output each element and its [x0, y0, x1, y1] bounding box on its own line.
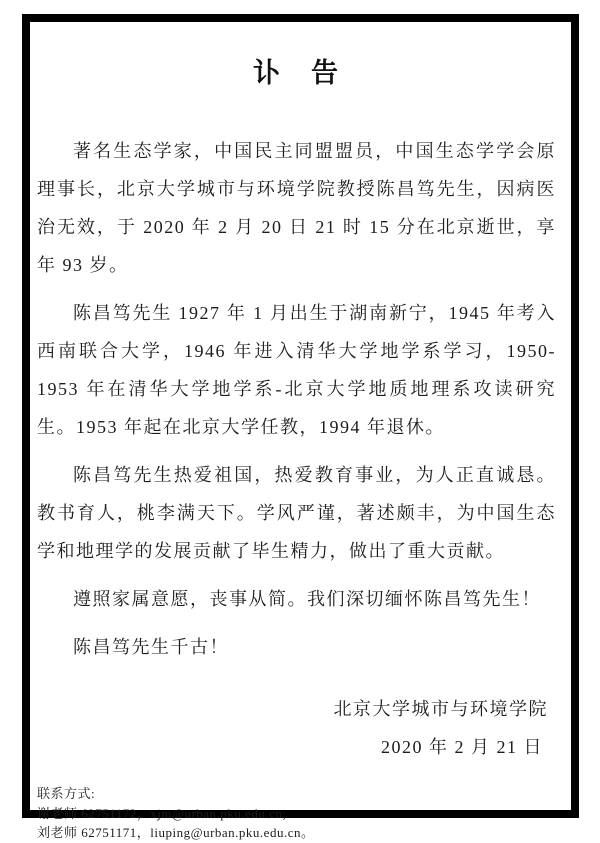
signature-date: 2020 年 2 月 21 日 — [381, 737, 543, 757]
signature-block — [37, 690, 556, 766]
contact-block — [37, 784, 556, 843]
paragraph-death-announcement: 著名生态学家，中国民主同盟盟员，中国生态学学会原理事长，北京大学城市与环境学院教授陈昌笃先生，因病医治无效，于 2020 年 2 月 20 日 21 时 15 分在北京逝世，享年 93 岁。 — [37, 141, 556, 275]
contact-line-liu: 刘老师 62751171，liuping@urban.pku.edu.cn。 — [37, 825, 315, 840]
paragraph-funeral-arrangement: 遵照家属意愿，丧事从简。我们深切缅怀陈昌笃先生！ — [73, 589, 541, 609]
signature-organization: 北京大学城市与环境学院 — [333, 699, 548, 719]
paragraph-biography: 陈昌笃先生 1927 年 1 月出生于湖南新宁，1945 年考入西南联合大学，1946 年进入清华大学地学系学习，1950-1953 年在清华大学地学系-北京大学地质地理系攻读研究生。1953 年起在北京大学任教，1994 年退休。 — [37, 303, 556, 437]
paragraph-tribute: 陈昌笃先生热爱祖国，热爱教育事业，为人正直诚恳。教书育人，桃李满天下。学风严谨，著述颇丰，为中国生态学和地理学的发展贡献了毕生精力，做出了重大贡献。 — [37, 465, 556, 561]
contact-line-xie: 谢老师 62751172，xjm@urban.pku.edu.cn; — [37, 805, 287, 821]
page-title: 讣 告 — [253, 58, 340, 88]
contact-heading: 联系方式: — [37, 786, 96, 801]
paragraph-eulogy: 陈昌笃先生千古！ — [73, 637, 229, 657]
obituary-page — [22, 14, 579, 840]
